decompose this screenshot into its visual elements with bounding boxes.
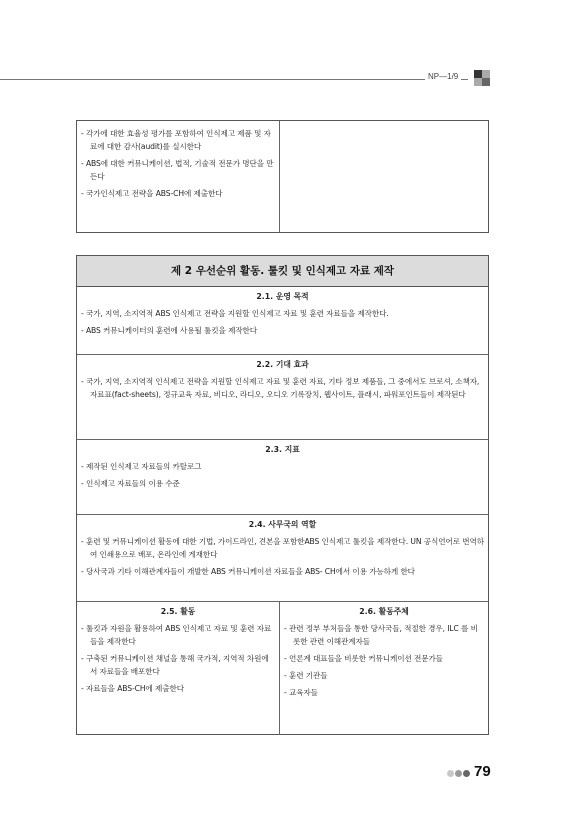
section-expected-effects — [77, 355, 488, 440]
page-number: 79 — [474, 763, 491, 780]
list-item: - ABS 커뮤니케이터의 훈련에 사용될 툴킷을 제작한다 — [81, 326, 258, 335]
page-dots-icon — [447, 770, 471, 778]
list-item: - 언론계 대표들을 비롯한 커뮤니케이션 전문가들 — [284, 654, 443, 663]
section-secretariat-role — [77, 515, 488, 602]
list-item: - ABS에 대한 커뮤니케이션, 법적, 기술적 전문가 명단을 만든다 — [81, 159, 274, 181]
header-checker-icon — [474, 70, 490, 86]
section-heading: 2.1. 운영 목적 — [256, 292, 309, 301]
actors-heading: 2.6. 활동주체 — [359, 607, 409, 616]
list-item: - 훈련 기관들 — [284, 671, 328, 680]
priority-title: 제 2 우선순위 활동. 툴킷 및 인식제고 자료 제작 — [77, 256, 488, 287]
header-rule — [0, 79, 468, 80]
activities-heading: 2.5. 활동 — [160, 607, 196, 616]
section-heading: 2.2. 기대 효과 — [256, 360, 309, 369]
actors-column — [280, 602, 488, 735]
priority-activity-table — [76, 255, 489, 735]
section-heading: 2.4. 사무국의 역할 — [248, 520, 317, 529]
activities-actors-row — [77, 602, 488, 735]
continuation-table — [76, 120, 489, 233]
section-operational-objective — [77, 287, 488, 355]
list-item: - 국가, 지역, 소지역적 인식제고 전략을 지원할 인식제고 자료 및 훈련 자료, 기타 정보 제품들, 그 중에서도 브로셔, 소책자, 자료표(fact-sheets), 정규교육 자료, 비디오, 라디오, 오디오 기록장치, 웹사이트, 플래시, 파워포인트들이 제작된다 — [81, 377, 480, 399]
list-item: - 교육자들 — [284, 688, 318, 697]
document-code: NP—1/9 — [425, 72, 461, 81]
list-item: - 구축된 커뮤니케이션 채널을 통해 국가적, 지역적 차원에서 자료들을 배포한다 — [81, 654, 269, 676]
list-item: - 인식제고 자료들의 이용 수준 — [81, 479, 180, 488]
list-item: - 관련 정부 부처들을 통한 당사국들, 적절한 경우, ILC 를 비롯한 관련 이해관계자들 — [284, 624, 478, 646]
list-item: - 국가인식제고 전략을 ABS-CH에 제출한다 — [81, 189, 223, 198]
list-item: - 국가, 지역, 소지역적 ABS 인식제고 전략을 지원할 인식제고 자료 및 훈련 자료들을 제작한다. — [81, 309, 389, 318]
section-heading: 2.3. 지표 — [265, 445, 300, 454]
activities-column — [77, 602, 280, 735]
list-item: - 자료들을 ABS-CH에 제출한다 — [81, 684, 184, 693]
list-item: - 툴킷과 자원을 활용하여 ABS 인식제고 자료 및 훈련 자료들을 제작한다 — [81, 624, 272, 646]
continuation-left-column — [77, 121, 280, 232]
section-indicators — [77, 440, 488, 515]
list-item: - 당사국과 기타 이해관계자들이 개발한 ABS 커뮤니케이션 자료들을 ABS- CH에서 이용 가능하게 한다 — [81, 567, 415, 576]
list-item: - 제작된 인식제고 자료들의 카탈로그 — [81, 462, 202, 471]
list-item: - 각가에 대한 효율성 평가를 포함하여 인식제고 제품 및 자료에 대한 감사(audit)를 실시한다 — [81, 129, 271, 151]
list-item: - 훈련 및 커뮤니케이션 활동에 대한 기법, 가이드라인, 견본을 포함한ABS 인식제고 툴킷을 제작한다. UN 공식언어로 번역하여 인쇄용으로 배포, 온라인에 게재한다 — [81, 537, 484, 559]
